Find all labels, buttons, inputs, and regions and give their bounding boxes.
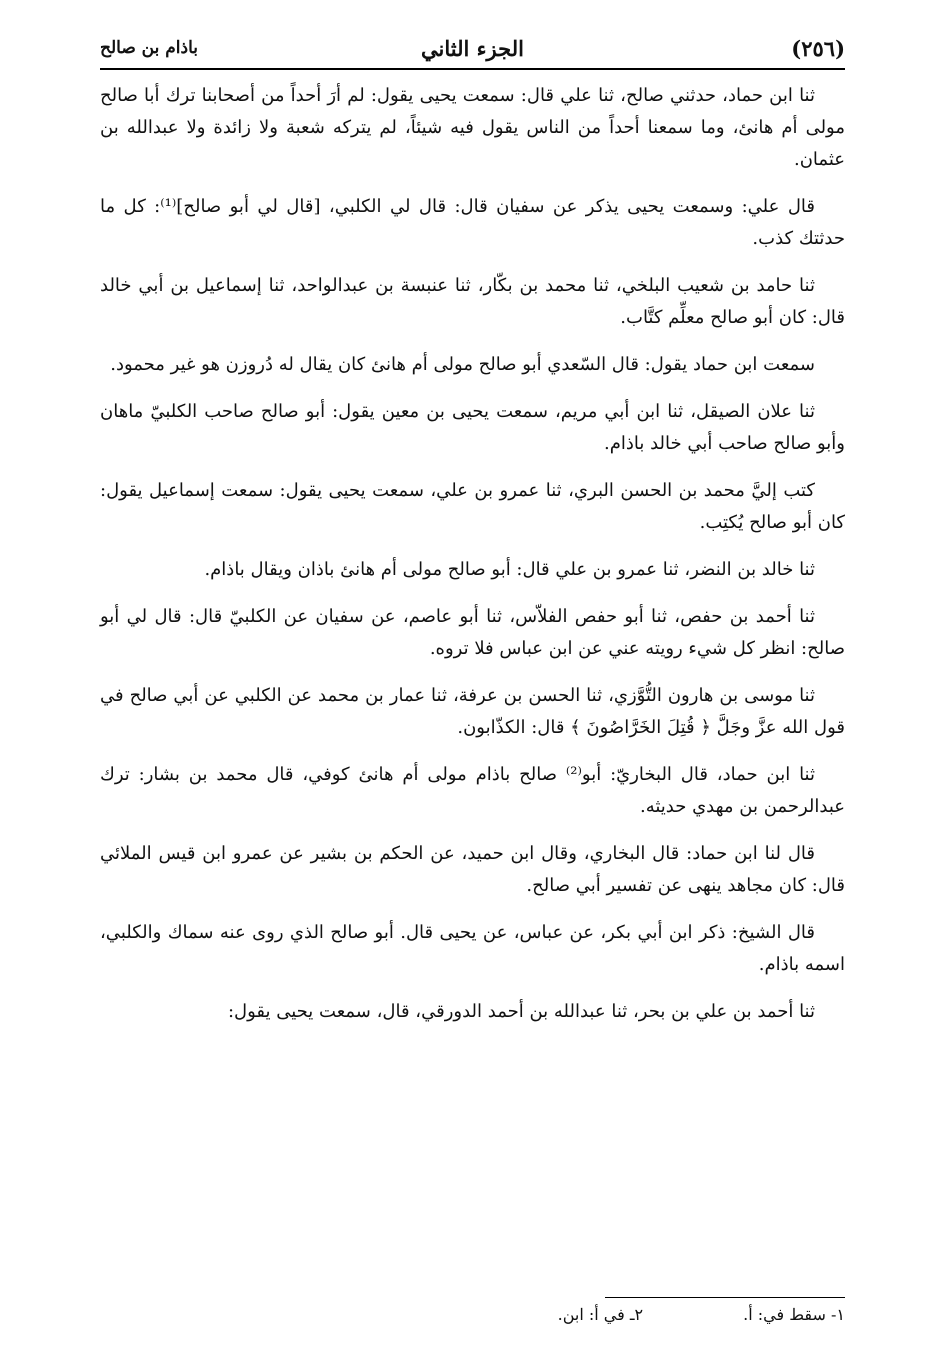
paragraph: ثنا حامد بن شعيب البلخي، ثنا محمد بن بكّار، ثنا عنبسة بن عبدالواحد، ثنا إسماعيل بن أبي خالد قال: كان أبو صالح معلِّم كتَّاب. [100, 275, 845, 328]
footnote-rule [605, 1297, 845, 1298]
paragraph: ثنا علان الصيقل، ثنا ابن أبي مريم، سمعت يحيى بن معين يقول: أبو صالح صاحب الكلبيّ ماهان وأبو صالح صاحب أبي خالد باذام. [100, 401, 845, 454]
paragraph: ثنا خالد بن النضر، ثنا عمرو بن علي قال: أبو صالح مولى أم هانئ باذان ويقال باذام. [204, 559, 815, 580]
paragraph: كتب إليَّ محمد بن الحسن البري، ثنا عمرو بن علي، سمعت يحيى يقول: سمعت إسماعيل يقول: كان أبو صالح يُكتِب. [100, 480, 845, 533]
running-title: باذام بن صالح [100, 38, 199, 58]
header-rule [100, 68, 845, 70]
paragraph: سمعت ابن حماد يقول: قال السّعدي أبو صالح مولى أم هانئ كان يقال له دُروزن هو غير محمود. [110, 354, 815, 375]
footnotes [300, 1305, 845, 1324]
paragraph: قال علي: وسمعت يحيى يذكر عن سفيان قال: قال لي الكلبي، [قال لي أبو صالح]⁽¹⁾: كل ما حدثتك كذب. [100, 196, 845, 249]
paragraph: قال الشيخ: ذكر ابن أبي بكر، عن عباس، عن يحيى قال. أبو صالح الذي روى عنه سماك والكلبي، اسمه باذام. [100, 922, 845, 975]
body-text [100, 80, 845, 1043]
footnote-2: ٢ـ في أ: ابن. [557, 1305, 644, 1324]
page-header [100, 28, 845, 68]
paragraph: ثنا ابن حماد، حدثني صالح، ثنا علي قال: سمعت يحيى يقول: لم أرَ أحداً من أصحابنا ترك أبا صالح مولى أم هانئ، وما سمعنا أحداً من الناس يقول فيه شيئاً، لم يتركه شعبة ولا زائدة ولا عبدالله بن عثمان. [100, 85, 845, 170]
paragraph: ثنا موسى بن هارون التُّوَّزي، ثنا الحسن بن عرفة، ثنا عمار بن محمد عن الكلبي عن أبي صالح في قول الله عزَّ وجَلَّ ﴿ قُتِلَ الخَرَّاصُونَ ﴾ قال: الكذّابون. [100, 685, 845, 738]
paragraph: ثنا ابن حماد، قال البخاريّ: أبو⁽²⁾ صالح باذام مولى أم هانئ كوفي، قال محمد بن بشار: ترك عبدالرحمن بن مهدي حديثه. [100, 764, 845, 817]
page-number: (٢٥٦) [791, 35, 845, 61]
paragraph: قال لنا ابن حماد: قال البخاري، وقال ابن حميد، عن الحكم بن بشير عن عمرو ابن قيس الملائي قال: كان مجاهد ينهى عن تفسير أبي صالح. [100, 843, 845, 896]
part-label: الجزء الثاني [421, 35, 524, 61]
paragraph: ثنا أحمد بن علي بن بحر، ثنا عبدالله بن أحمد الدورقي، قال، سمعت يحيى يقول: [227, 1001, 815, 1022]
footnote-1: ١- سقط في: أ. [743, 1305, 845, 1324]
paragraph: ثنا أحمد بن حفص، ثنا أبو حفص الفلاّس، ثنا أبو عاصم، عن سفيان عن الكلبيّ قال: قال لي أبو صالح: انظر كل شيء رويته عني عن ابن عباس فلا تروه. [100, 606, 845, 659]
